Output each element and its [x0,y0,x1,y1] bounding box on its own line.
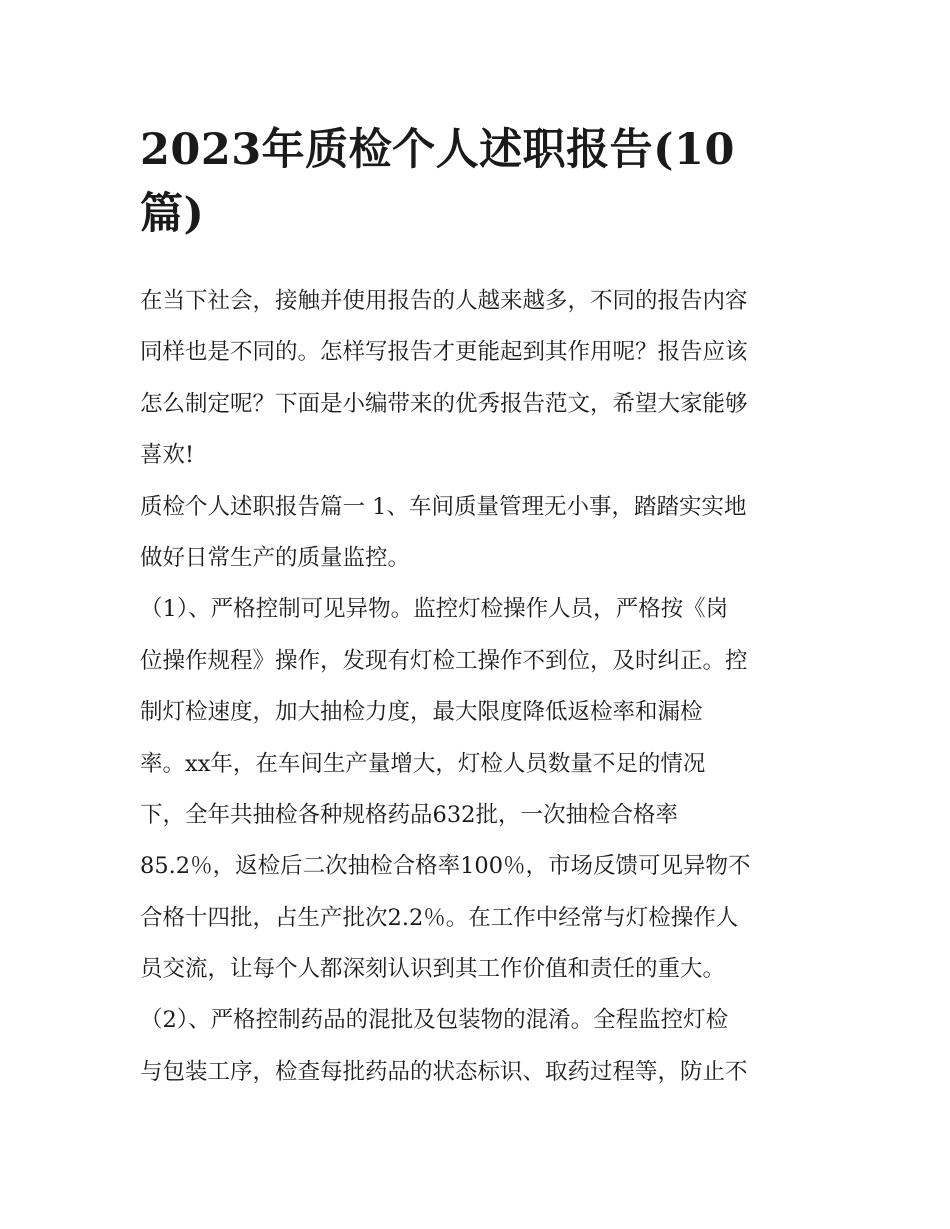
document-title [140,118,820,246]
title-line-2: 篇) [140,189,205,239]
body-line: 与包装工序，检查每批药品的状态标识、取药过程等，防止不 [140,1058,748,1085]
body-line: （1）、严格控制可见异物。监控灯检操作人员，严格按《岗 [140,596,729,623]
body-line: 同样也是不同的。怎样写报告才更能起到其作用呢？报告应该 [140,339,748,366]
body-line: 质检个人述职报告篇一 1、车间质量管理无小事，踏踏实实地 [140,493,747,520]
body-line: 员交流，让每个人都深刻认识到其工作价值和责任的重大。 [140,956,726,983]
body-line: 85.2％，返检后二次抽检合格率100％，市场反馈可见异物不 [140,853,751,880]
body-line: 喜欢! [140,442,195,469]
body-line: 合格十四批，占生产批次2.2％。在工作中经常与灯检操作人 [140,904,739,931]
body-line: 下，全年共抽检各种规格药品632批，一次抽检合格率 [140,801,678,828]
body-line: （2）、严格控制药品的混批及包装物的混淆。全程监控灯检 [140,1007,729,1034]
body-line: 制灯检速度，加大抽检力度，最大限度降低返检率和漏检 [140,699,703,726]
body-line: 率。xx年，在车间生产量增大，灯检人员数量不足的情况 [140,750,706,777]
body-line: 怎么制定呢？下面是小编带来的优秀报告范文，希望大家能够 [140,390,748,417]
document-body [140,276,820,1098]
body-line: 做好日常生产的质量监控。 [140,544,411,571]
body-line: 位操作规程》操作，发现有灯检工操作不到位，及时纠正。控 [140,647,748,674]
body-line: 在当下社会，接触并使用报告的人越来越多，不同的报告内容 [140,288,748,314]
title-line-1: 2023年质检个人述职报告(10 [140,125,735,175]
